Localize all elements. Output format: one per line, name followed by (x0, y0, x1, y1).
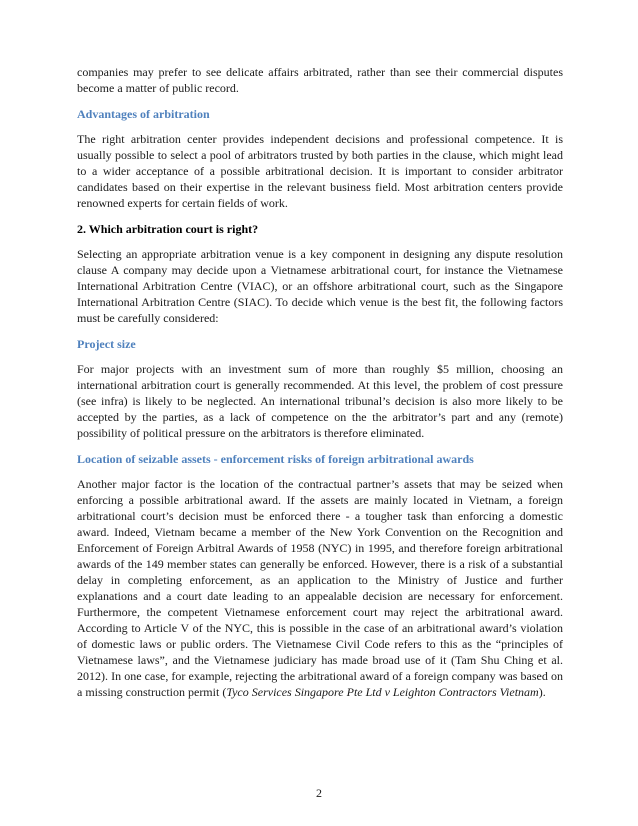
paragraph-location-end-text: ). (538, 685, 546, 699)
intro-paragraph: companies may prefer to see delicate affairs arbitrated, rather than see their commercial disputes become a matter of public record. (77, 65, 563, 95)
case-citation: Tyco Services Singapore Pte Ltd v Leighton Contractors Vietnam (226, 685, 539, 699)
heading-location-of-seizable-assets: Location of seizable assets - enforcement risks of foreign arbitrational awards (77, 452, 474, 466)
paragraph-project-size: For major projects with an investment sum of more than roughly $5 million, choosing an international arbitration court is generally recommended. At this level, the problem of cost pressure (see infra) is likely to be neglected. An international tribunal’s decision is also more likely to be accepted by the parties, as a lack of competence on the the arbitrator’s part and any (remote) possibility of political pressure on the arbitrators is therefore eliminated. (77, 362, 563, 440)
heading-which-arbitration-court: 2. Which arbitration court is right? (77, 222, 259, 236)
heading-advantages-of-arbitration: Advantages of arbitration (77, 107, 210, 121)
paragraph-advantages: The right arbitration center provides independent decisions and professional competence. It is usually possible to select a pool of arbitrators trusted by both parties in the clause, which might lead to a wider acceptance of a possible arbitrational decision. It is important to consider arbitrator candidates based on their expertise in the relevant business field. Most arbitration centers provide renowned experts for certain fields of work. (77, 132, 563, 210)
paragraph-which-court: Selecting an appropriate arbitration venue is a key component in designing any dispute resolution clause A company may decide upon a Vietnamese arbitrational court, for instance the Vietnamese International Arbitration Centre (VIAC), or an offshore arbitrational court, such as the Singapore International Arbitration Centre (SIAC). To decide which venue is the best fit, the following factors must be carefully considered: (77, 247, 563, 325)
paragraph-location-of-assets (77, 476, 563, 700)
paragraph-location-main-text: Another major factor is the location of the contractual partner’s assets that may be seized when enforcing a possible arbitrational award. If the assets are mainly located in Vietnam, a foreign arbitrational court’s decision must be enforced there - a tougher task than enforcing a domestic award. Indeed, Vietnam became a member of the New York Convention on the Recognition and Enforcement of Foreign Arbitral Awards of 1958 (NYC) in 1995, and therefore foreign arbitrational awards of the 149 member states can generally be enforced. However, there is a risk of a substantial delay in completing enforcement, as an application to the Ministry of Justice and further explanations and a court date leading to an appealable decision are necessary for enforcement. Furthermore, the competent Vietnamese enforcement court may reject the arbitrational award. According to Article V of the NYC, this is possible in the case of an arbitrational award’s violation of domestic laws or public orders. The Vietnamese Civil Code refers to this as the “principles of Vietnamese laws”, and the Vietnamese judiciary has made broad use of it (Tam Shu Ching et al. 2012). In one case, for example, rejecting the arbitrational award of a foreign company was based on a missing construction permit ( (77, 477, 563, 699)
heading-project-size: Project size (77, 337, 136, 351)
page-number: 2 (316, 786, 322, 800)
page-content (77, 64, 563, 709)
